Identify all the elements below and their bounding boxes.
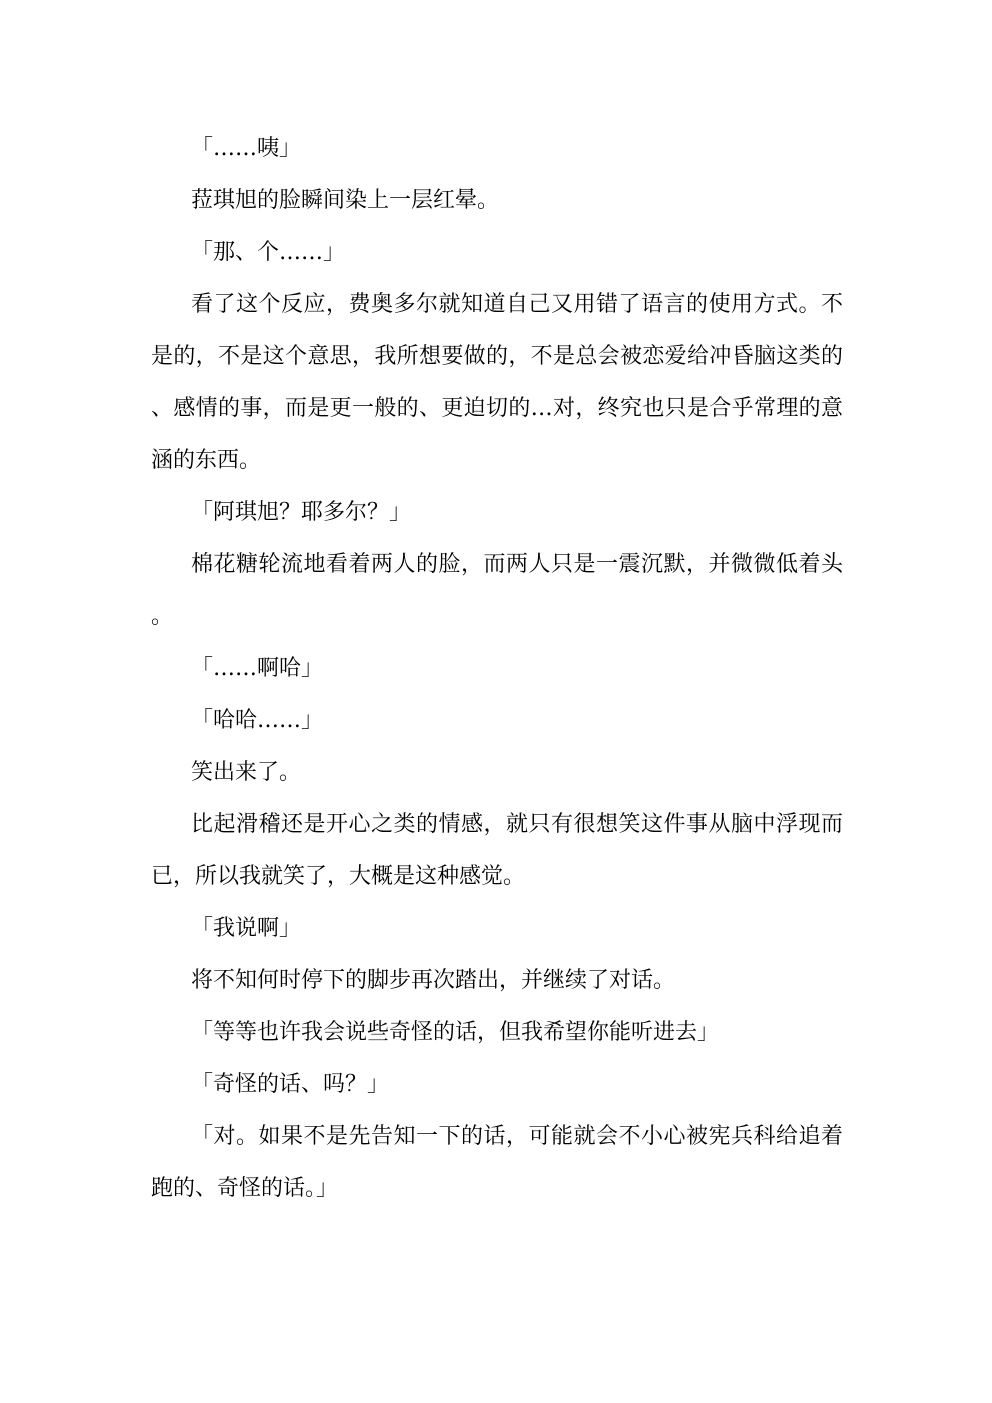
paragraph: 菈琪旭的脸瞬间染上一层红晕。 xyxy=(191,188,500,213)
paragraph: 「那、个……」 xyxy=(191,240,346,265)
paragraph: 「……咦」 xyxy=(191,136,302,161)
paragraph: 看了这个反应，费奥多尔就知道自己又用错了语言的使用方式。不是的，不是这个意思，我所想要做的，不是总会被恋爱给冲昏脑这类的、感情的事，而是更一般的、更迫切的…对，终究也只是合乎常理的意涵的东西。 xyxy=(151,292,843,473)
paragraph: 比起滑稽还是开心之类的情感，就只有很想笑这件事从脑中浮现而已，所以我就笑了，大概是这种感觉。 xyxy=(151,812,843,889)
paragraph: 「……啊哈」 xyxy=(191,656,324,681)
paragraph: 将不知何时停下的脚步再次踏出，并继续了对话。 xyxy=(191,968,676,993)
paragraph: 「奇怪的话、吗？」 xyxy=(191,1072,390,1097)
paragraph: 「阿琪旭？耶多尔？」 xyxy=(191,500,412,525)
paragraph: 棉花糖轮流地看着两人的脸，而两人只是一震沉默，并微微低着头。 xyxy=(151,552,843,629)
paragraph: 「对。如果不是先告知一下的话，可能就会不小心被宪兵科给追着跑的、奇怪的话。」 xyxy=(151,1124,843,1201)
body-text xyxy=(151,123,843,1215)
paragraph: 「哈哈……」 xyxy=(191,708,324,733)
paragraph: 笑出来了。 xyxy=(191,760,302,785)
paragraph: 「我说啊」 xyxy=(191,916,302,941)
paragraph: 「等等也许我会说些奇怪的话，但我希望你能听进去」 xyxy=(191,1020,720,1045)
